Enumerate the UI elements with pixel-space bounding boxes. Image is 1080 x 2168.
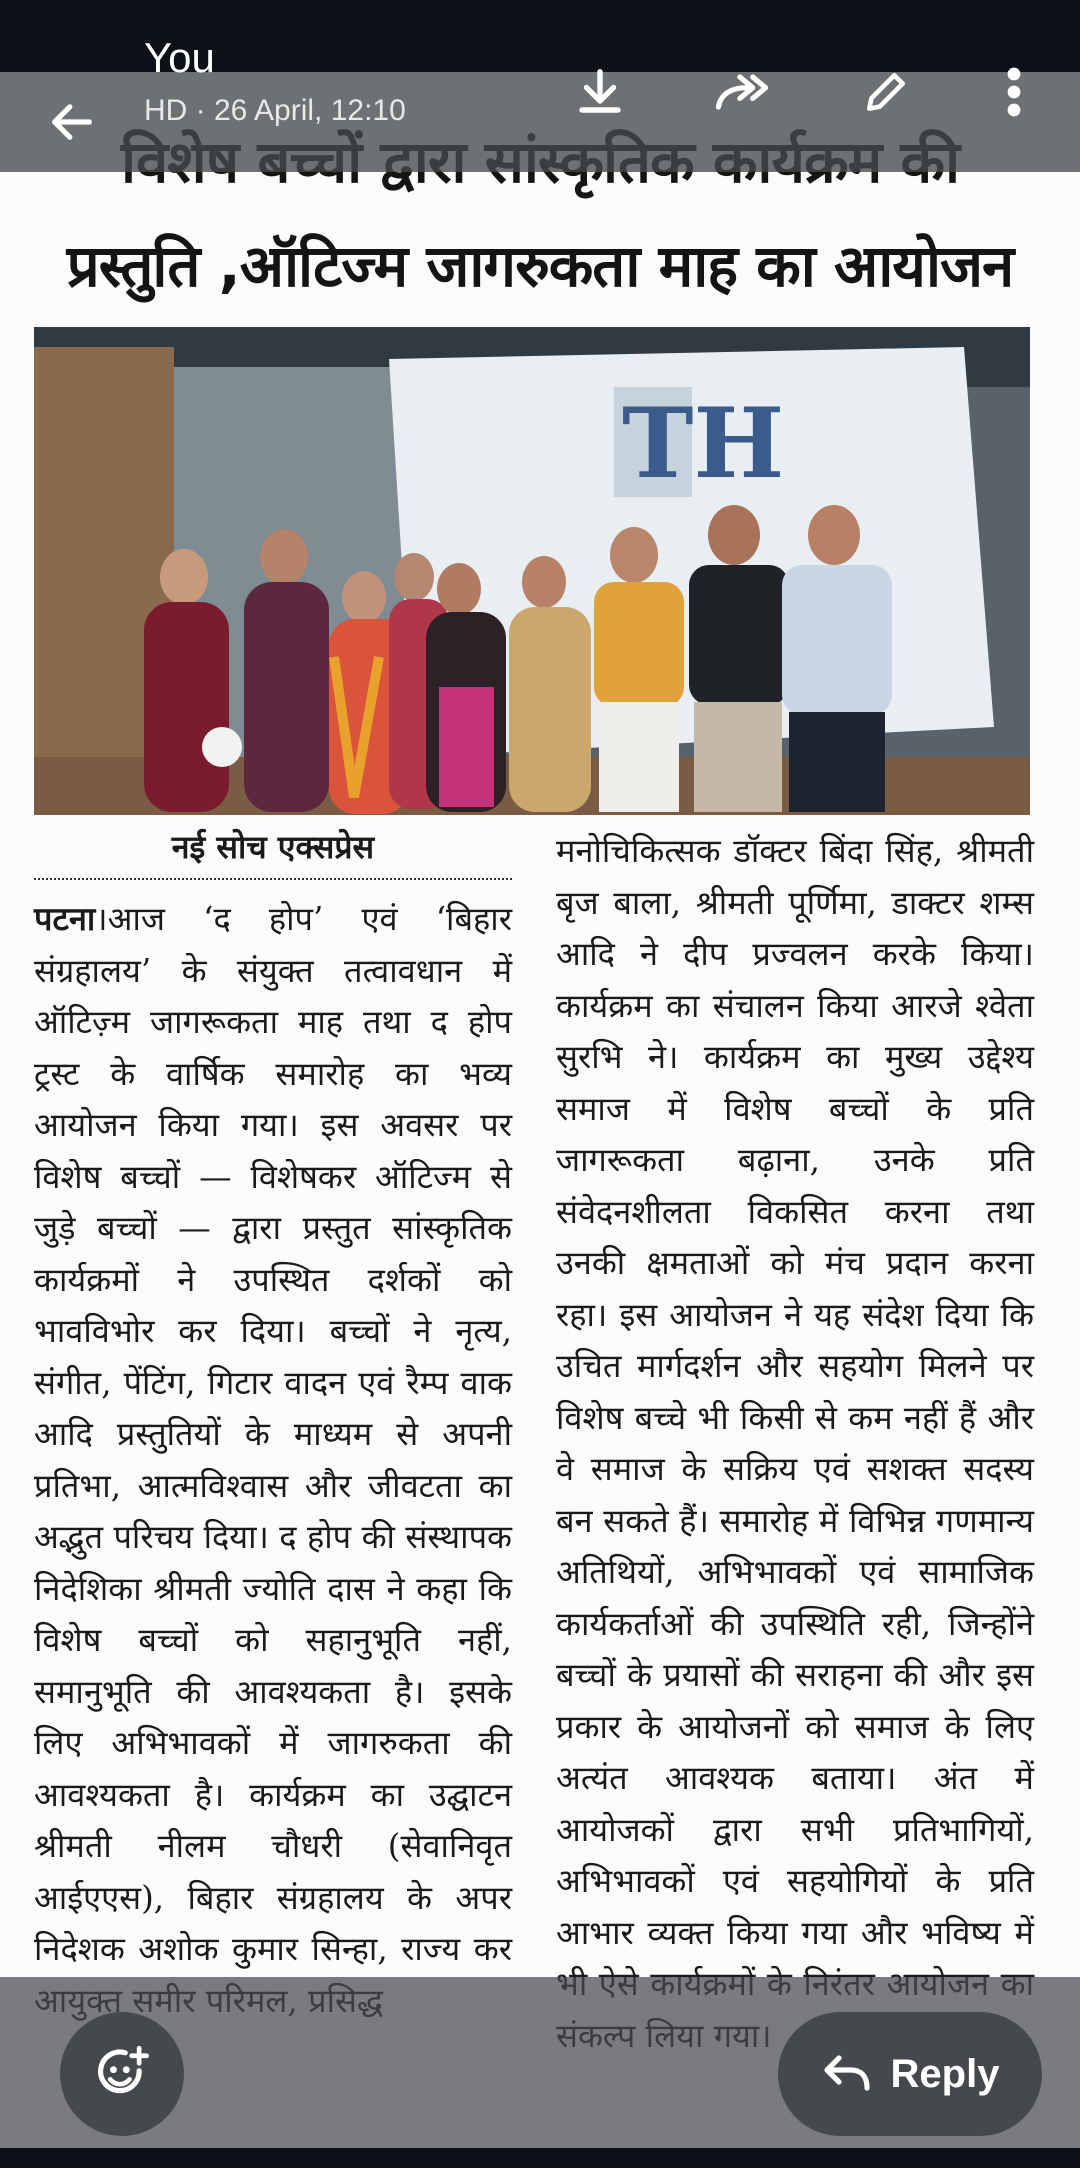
top-app-bar xyxy=(0,34,1080,172)
media-info: HD · 26 April, 12:10 xyxy=(144,94,406,127)
more-options-button[interactable] xyxy=(982,52,1046,132)
download-icon xyxy=(573,65,627,119)
edit-button[interactable] xyxy=(846,52,926,132)
event-photo xyxy=(34,327,1030,815)
more-vertical-icon xyxy=(1006,66,1022,118)
add-emoji-icon xyxy=(92,2044,152,2104)
article-byline: नई सोच एक्सप्रेस xyxy=(34,822,512,880)
photo-logo-text: TH xyxy=(622,387,785,500)
article-right-column xyxy=(556,826,1034,2062)
sender-name: You xyxy=(144,34,215,81)
article-left-column xyxy=(34,822,512,2027)
left-column-text xyxy=(34,894,512,2027)
newspaper-clipping xyxy=(0,72,1080,2148)
reply-button[interactable] xyxy=(778,2012,1042,2136)
system-nav-bar xyxy=(0,2148,1080,2168)
article-dateline: पटना xyxy=(34,900,96,938)
forward-button[interactable] xyxy=(702,52,782,132)
reply-label: Reply xyxy=(890,2051,1000,2096)
left-column-body: ।आज ‘द होप’ एवं ‘बिहार संग्रहालय’ के संयुक्त तत्वावधान में ऑटिज़्म जागरूकता माह तथा द होप ट्रस्ट के वार्षिक समारोह का भव्य आयोजन किया गया। इस अवसर पर विशेष बच्चों — विशेषकर ऑटिज्म से जुड़े बच्चों — द्वारा प्रस्तुत सांस्कृतिक कार्यक्रमों ने उपस्थित दर्शकों को भावविभोर कर दिया। बच्चों ने नृत्य, संगीत, पेंटिंग, गिटार वादन एवं रैम्प वाक आदि प्रस्तुतियों के माध्यम से अपनी प्रतिभा, आत्मविश्वास और जीवटता का अद्भुत परिचय दिया। द होप की संस्थापक निदेशिका श्रीमती ज्योति दास ने कहा कि विशेष बच्चों को सहानुभूति नहीं, समानुभूति की आवश्यकता है। इसके लिए अभिभावकों में जागरुकता की आवश्यकता है। कार्यक्रम का उद्घाटन श्रीमती नीलम चौधरी (सेवानिवृत आईएएस), बिहार संग्रहालय के अपर निदेशक अशोक कुमार सिन्हा, राज्य कर xyxy=(34,900,512,1968)
right-column-body: मनोचिकित्सक डॉक्टर बिंदा सिंह, श्रीमती बृज बाला, श्रीमती पूर्णिमा, डाक्टर शम्स आदि ने दीप प्रज्वलन करके किया। कार्यक्रम का संचालन किया आरजे श्वेता सुरभि ने। कार्यक्रम का मुख्य उद्देश्य समाज में विशेष बच्चों के प्रति जागरूकता बढ़ाना, उनके प्रति संवेदनशीलता विकसित करना तथा उनकी क्षमताओं को मंच प्रदान करना रहा। इस आयोजन ने यह संदेश दिया कि उचित मार्गदर्शन और सहयोग मिलने पर विशेष बच्चे भी किसी से कम नहीं हैं और वे समाज के सक्रिय एवं सशक्त सदस्य बन सकते हैं। समारोह में विभिन्न गणमान्य अतिथियों, अभिभावकों एवं सामाजिक कार्यकर्ताओं की उपस्थिति रही, जिन्होंने बच्चों के प्रयासों की सराहना की और इस प्रकार के आयोजनों को समाज के लिए अत्यंत आवश्यक बताया। अंत में आयोजकों द्वारा सभी प्रतिभागियों, अभिभावकों एवं सहयोगियों के प्रति आभार व्यक्त किया गया और भविष्य में xyxy=(556,832,1034,1952)
back-button[interactable] xyxy=(30,86,114,158)
edit-pencil-icon xyxy=(861,67,911,117)
add-reaction-button[interactable] xyxy=(60,2012,184,2136)
reply-arrow-icon xyxy=(821,2052,873,2096)
headline-line-2: प्रस्तुति ,ऑटिज्म जागरुकता माह का आयोजन xyxy=(66,232,1014,300)
event-photo-illustration xyxy=(34,327,1030,815)
forward-icon xyxy=(712,65,772,119)
back-arrow-icon xyxy=(46,96,98,148)
download-button[interactable] xyxy=(560,52,640,132)
image-viewer[interactable] xyxy=(0,72,1080,2148)
